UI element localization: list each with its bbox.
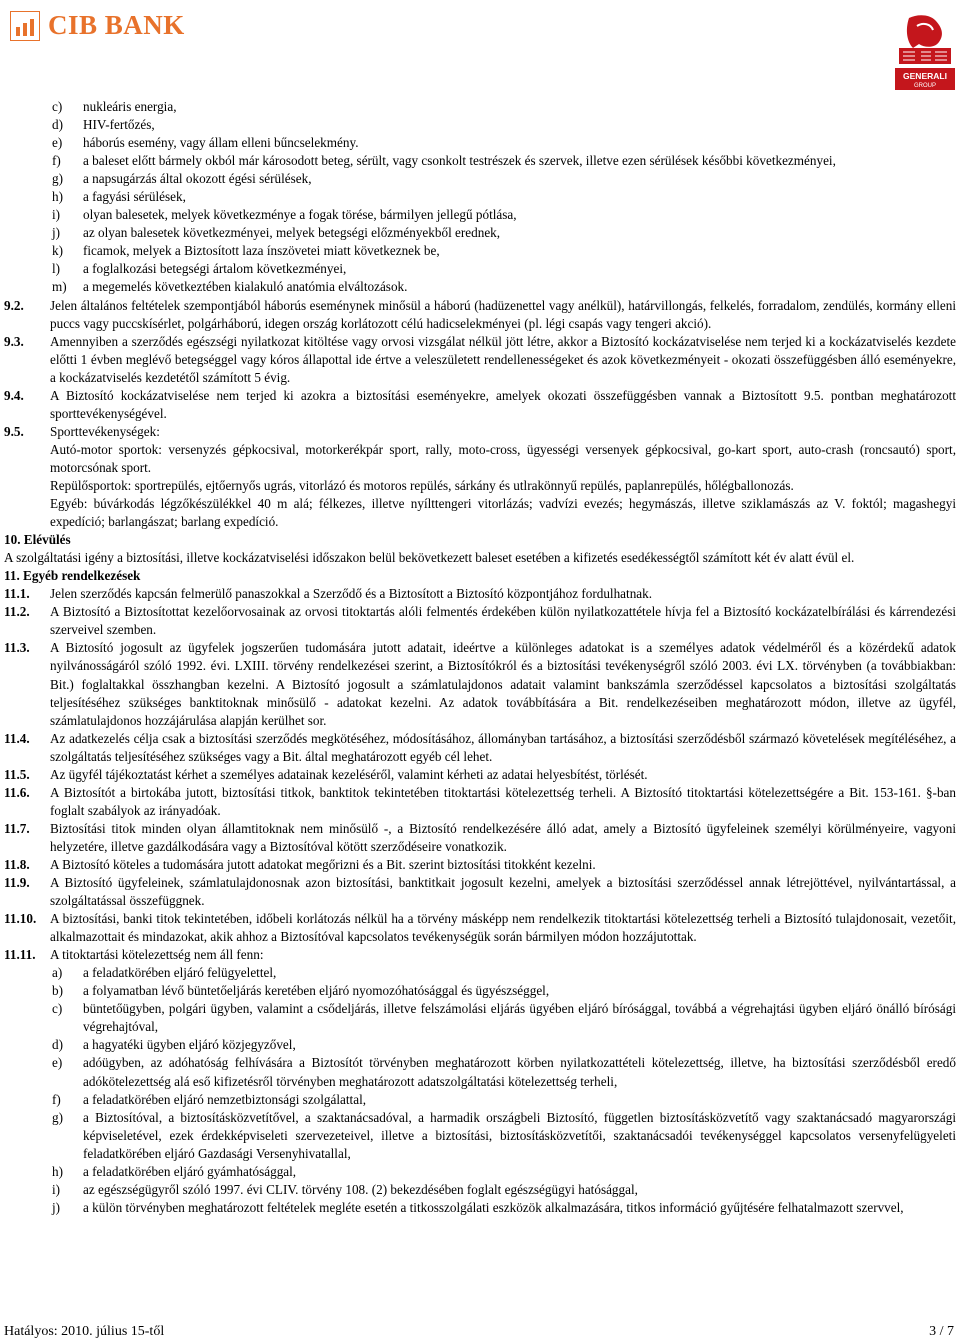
list-item (4, 242, 956, 260)
item-text: Biztosítási titok minden olyan államtitoknak nem minősülő -, a Biztosító rendelkezésére álló adat, amely a Biztosító ügyfeleinek személyi körülményeire, vagyoni helyzetére, illetve gazdálkodására vagy a Biztosítóval kötött szerződéseire vonatkozik. (50, 820, 956, 854)
item-text: A biztosítási, banki titok tekintetében, időbeli korlátozás nélkül ha a törvény másképp nem rendelkezik titoktartási kötelezettség terheli a Biztosító tulajdonosait, vezetőit, alkalmazottait és mindazokat, akik ahhoz a Biztosítóval kapcsolatos tevékenységük során bármilyen módon hozzájutottak. (50, 911, 956, 945)
list-item (4, 1000, 956, 1036)
section-item (4, 946, 956, 964)
item-text: a feladatkörében eljáró nemzetbiztonsági szolgálattal, (83, 1091, 367, 1107)
list-item (4, 1163, 956, 1181)
section-number: 9.4. (4, 387, 24, 403)
item-text: a hagyatéki ügyben eljáró közjegyzővel, (83, 1037, 296, 1053)
section-number: 11.4. (4, 730, 30, 746)
list-item (4, 134, 956, 152)
item-text: a külön törvényben meghatározott feltételek megléte esetén a titkosszolgálati eszközök alkalmazására, titkos információ gyűjtésére felhatalmazott szervvel, (83, 1199, 904, 1215)
item-text: Sporttevékenységek: (50, 423, 160, 439)
list-marker: m) (52, 279, 67, 295)
section-number: 9.3. (4, 333, 24, 349)
section-item (4, 910, 956, 946)
item-text: háborús esemény, vagy állam elleni bűncselekmény. (83, 135, 359, 151)
section-heading: 11. Egyéb rendelkezések (4, 568, 141, 584)
list-marker: g) (52, 171, 63, 187)
list-marker: i) (52, 207, 61, 223)
list-marker: e) (52, 135, 63, 151)
list-item (4, 1054, 956, 1090)
section-number: 11.2. (4, 604, 30, 620)
item-text: az olyan balesetek következményei, melyek betegségi előzményekből erednek, (83, 225, 501, 241)
section-item (4, 820, 956, 856)
section-item (4, 297, 956, 333)
item-text: büntetőügyben, polgári ügyben, valamint a csődeljárás, illetve felszámolási eljárás ügyében eljáró bírósággal, továbbá a végrehajtási ügyben eljáró önálló bírósági végrehajtóval, (83, 1001, 956, 1035)
cib-logo-mark-icon (10, 11, 40, 41)
paragraph: Autó-motor sportok: versenyzés gépkocsival, motorkerékpár sport, rally, moto-cross, ügyességi versenyek gépkocsival, go-kart sport, auto-crash (roncsautó) sport, motorcsónak sport. (50, 441, 956, 475)
generali-group: GROUP (913, 83, 937, 89)
section-number: 11.7. (4, 820, 30, 836)
list-item (4, 1199, 956, 1217)
section-number: 11.8. (4, 856, 30, 872)
item-text: A Biztosító kockázatviselése nem terjed ki azokra a biztosítási eseményekre, amelyek okozati összefüggésben vannak a Biztosított 9.5. pontban meghatározott sporttevékenységével. (50, 387, 956, 421)
list-marker: l) (52, 261, 61, 277)
page-header (0, 0, 960, 95)
list-item (4, 224, 956, 242)
page-number: 3 / 7 (929, 1324, 954, 1339)
item-text: a feladatkörében eljáró gyámhatósággal, (83, 1163, 297, 1179)
list-item (4, 152, 956, 170)
list-marker: c) (52, 1001, 63, 1017)
item-text: az egészségügyről szóló 1997. évi CLIV. törvény 108. (2) bekezdésében foglalt egészségügyi hatósággal, (83, 1181, 638, 1197)
item-text: a fagyási sérülések, (83, 189, 186, 205)
list-item (4, 1091, 956, 1109)
item-text: ficamok, melyek a Biztosított laza ínszövetei miatt következnek be, (83, 243, 440, 259)
paragraph: Repülősportok: sportrepülés, ejtőernyős ugrás, vitorlázó és motoros repülés, sárkány és utlrakönnyű repülés, paplanrepülés, hőlégballonozás. (50, 477, 794, 493)
list-item (4, 964, 956, 982)
list-marker: g) (52, 1109, 63, 1125)
paragraph: A szolgáltatási igény a biztosítási, illetve kockázatviselési időszakon belül bekövetkezett baleset esetében a kifizetés esedékességtől számított két év alatt évül el. (4, 550, 855, 566)
list-marker: f) (52, 153, 61, 169)
item-text: a folyamatban lévő büntetőeljárás keretében eljáró nyomozóhatósággal és ügyészséggel, (83, 983, 550, 999)
section-item (4, 856, 956, 874)
item-text: A Biztosítót a birtokába jutott, biztosítási titkok, banktitok tekintetében titoktartási kötelezettség terheli. A Biztosító titoktartási kötelezettségére a Bit. 153-161. §-ban foglalt szabályok az irányadóak. (50, 784, 956, 818)
section-item (4, 639, 956, 729)
item-text: Amennyiben a szerződés egészségi nyilatkozat kitöltése vagy orvosi vizsgálat nélkül jött létre, akkor a Biztosító kockázatviselése nem terjed ki a kockázatviselés kezdete előtti 1 évben meglévő betegséggel vagy kóros állapottal ide értve a veleszületett rendellenességeket és azok következményeit - okozati összefüggésben álló eseményekre, a kockázatviselés kezdetétől számított 5 évig. (50, 333, 956, 385)
list-marker: h) (52, 189, 63, 205)
section-item (4, 603, 956, 639)
item-text: a feladatkörében eljáró felügyelettel, (83, 965, 277, 981)
list-item (4, 98, 956, 116)
item-text: adóügyben, az adóhatóság felhívására a Biztosítót törvényben meghatározott körben nyilatkozattételi kötelezettség, illetve, ha biztosítási szerződésből eredő adókötelezettség alá eső kifizetésről törvényben meghatározott adatszolgáltatási kötelezettség terheli, (83, 1055, 956, 1089)
section-item (4, 874, 956, 910)
section-number: 11.5. (4, 766, 30, 782)
list-item (4, 278, 956, 296)
section-item (4, 784, 956, 820)
section-item (4, 387, 956, 423)
list-marker: e) (52, 1055, 63, 1071)
item-text: olyan balesetek, melyek következménye a fogak törése, bármilyen jellegű pótlása, (83, 207, 517, 223)
section-number: 11.9. (4, 875, 30, 891)
section-heading: 10. Elévülés (4, 532, 71, 548)
list-item (4, 1181, 956, 1199)
list-marker: i) (52, 1181, 61, 1197)
list-item (4, 206, 956, 224)
item-text: A Biztosító köteles a tudomására jutott adatokat megőrizni és a Bit. szerint biztosítási titokként kezelni. (50, 856, 596, 872)
list-marker: c) (52, 99, 63, 114)
section-item (4, 423, 956, 441)
item-text: A Biztosító jogosult az ügyfelek jogszerűen tudomására jutott adatait, ideértve a különleges adatokat is a személyes adatok védelméről és a közérdekű adatok nyilvánosságáról szóló 1992. évi. LXIII. törvény rendelkezései szerint, a Biztosítókról és a biztosítási tevékenységről szóló 2003. évi LX. törvényben (a továbbiakban: Bit.) foglaltakkal összhangban kezelni. A Biztosító jogosult a számlatulajdonos adatait valamint bankszámla szerződéssel kapcsolatos a biztosítási szolgáltatás teljesítéséhez szükséges banktitoknak minősülő - adatokat kezelni. Az adatok továbbítására a Bit. rendelkezéseiben meghatározott módon, illetve az ügyfél, számlatulajdonos hozzájárulása alapján kerülhet sor. (50, 640, 956, 728)
generali-name: GENERALI (903, 71, 947, 81)
section-number: 9.5. (4, 423, 24, 439)
list-item (4, 170, 956, 188)
list-item (4, 1109, 956, 1163)
list-marker: f) (52, 1091, 61, 1107)
list-item (4, 116, 956, 134)
list-item (4, 982, 956, 1000)
section-number: 11.6. (4, 784, 30, 800)
list-marker: b) (52, 983, 63, 999)
item-text: Jelen általános feltételek szempontjából háborús eseménynek minősül a háború (hadüzenettel vagy anélkül), határvillongás, felkelés, forradalom, zendülés, kormány elleni puccs vagy puccskísérlet, polgárháború, idegen ország korlátozott célú hadicselekményei (pl. légi csapás vagy tengeri akció). (50, 297, 956, 331)
list-marker: a) (52, 965, 63, 981)
item-text: Az adatkezelés célja csak a biztosítási szerződés megkötéséhez, módosításához, állományban tartásához, a biztosítási szerződésből származó követelések megítéléséhez, a szolgáltatás teljesítéséhez szükséges vagy a Bit. által meghatározott egyéb cél lehet. (50, 730, 956, 764)
section-number: 11.10. (4, 911, 37, 927)
section-number: 11.3. (4, 640, 30, 656)
item-text: A titoktartási kötelezettség nem áll fenn: (50, 947, 264, 963)
item-text: Az ügyfél tájékoztatást kérhet a személyes adatainak kezeléséről, valamint kérheti az adatai helyesbítést, törlését. (50, 766, 648, 782)
list-marker: j) (52, 1199, 61, 1215)
list-item (4, 1036, 956, 1054)
generali-lion-logo-icon (895, 12, 955, 90)
list-marker: j) (52, 225, 61, 241)
item-text: a Biztosítóval, a biztosításközvetítővel, a szaktanácsadóval, a harmadik országbeli Biztosító, független biztosításközvetítő vagy szaktanácsadó magyarországi képviseletével, ezek érdekképviseleti szervezeteivel, illetve a biztosítási, biztosításközvetítői, szaktanácsadói tevékenységgel kapcsolatos versenyfelügyeleti feladatkörében eljáró Gazdasági Versenyhivatallal, (83, 1109, 956, 1161)
section-item (4, 730, 956, 766)
list-marker: h) (52, 1163, 63, 1179)
section-item (4, 333, 956, 387)
item-text: nukleáris energia, (83, 99, 177, 114)
item-text: a baleset előtt bármely okból már károsodott beteg, sérült, vagy csonkolt testrészek és szervek, illetve ezen sérülések későbbi következményei, (83, 153, 836, 169)
section-number: 11.11. (4, 947, 36, 963)
list-item (4, 188, 956, 206)
cib-bank-logo (10, 10, 185, 41)
list-item (4, 260, 956, 278)
section-number: 9.2. (4, 297, 24, 313)
list-marker: d) (52, 117, 63, 133)
item-text: A Biztosító a Biztosítottat kezelőorvosainak az orvosi titoktartás alóli felmentés érdekében külön nyilatkozattétele hívja fel a Biztosító kockázatelbírálási és kárrendezési szerveivel szemben. (50, 604, 956, 638)
cib-bank-wordmark: CIB BANK (48, 10, 185, 40)
item-text: A Biztosító ügyfeleinek, számlatulajdonosnak azon biztosítási, banktitkait jogosult kezelni, amelyek a biztosítási szerződéssel annak létrejöttével, nyilvántartással, a szolgáltatással összefüggnek. (50, 875, 956, 909)
list-marker: k) (52, 243, 63, 259)
effective-date: Hatályos: 2010. július 15-től (4, 1324, 165, 1339)
item-text: a megemelés következtében kialakuló anatómia elváltozások. (83, 279, 408, 295)
section-item (4, 585, 956, 603)
document-body (4, 98, 956, 1217)
section-number: 11.1. (4, 586, 30, 602)
item-text: a foglalkozási betegségi ártalom következményei, (83, 261, 347, 277)
section-item (4, 766, 956, 784)
item-text: a napsugárzás által okozott égési sérülések, (83, 171, 312, 187)
item-text: HIV-fertőzés, (83, 117, 155, 133)
list-marker: d) (52, 1037, 63, 1053)
paragraph: Egyéb: búvárkodás légzőkészülékkel 40 m alá; félkezes, illetve nyílttengeri vitorlázás; vadvízi evezés; hegymászás, illetve sziklamászás az V. foktól; magashegyi expedíció; barlangászat; barlang expedíció. (50, 496, 956, 530)
item-text: Jelen szerződés kapcsán felmerülő panaszokkal a Szerződő és a Biztosított a Biztosító központjához fordulhatnak. (50, 586, 653, 602)
